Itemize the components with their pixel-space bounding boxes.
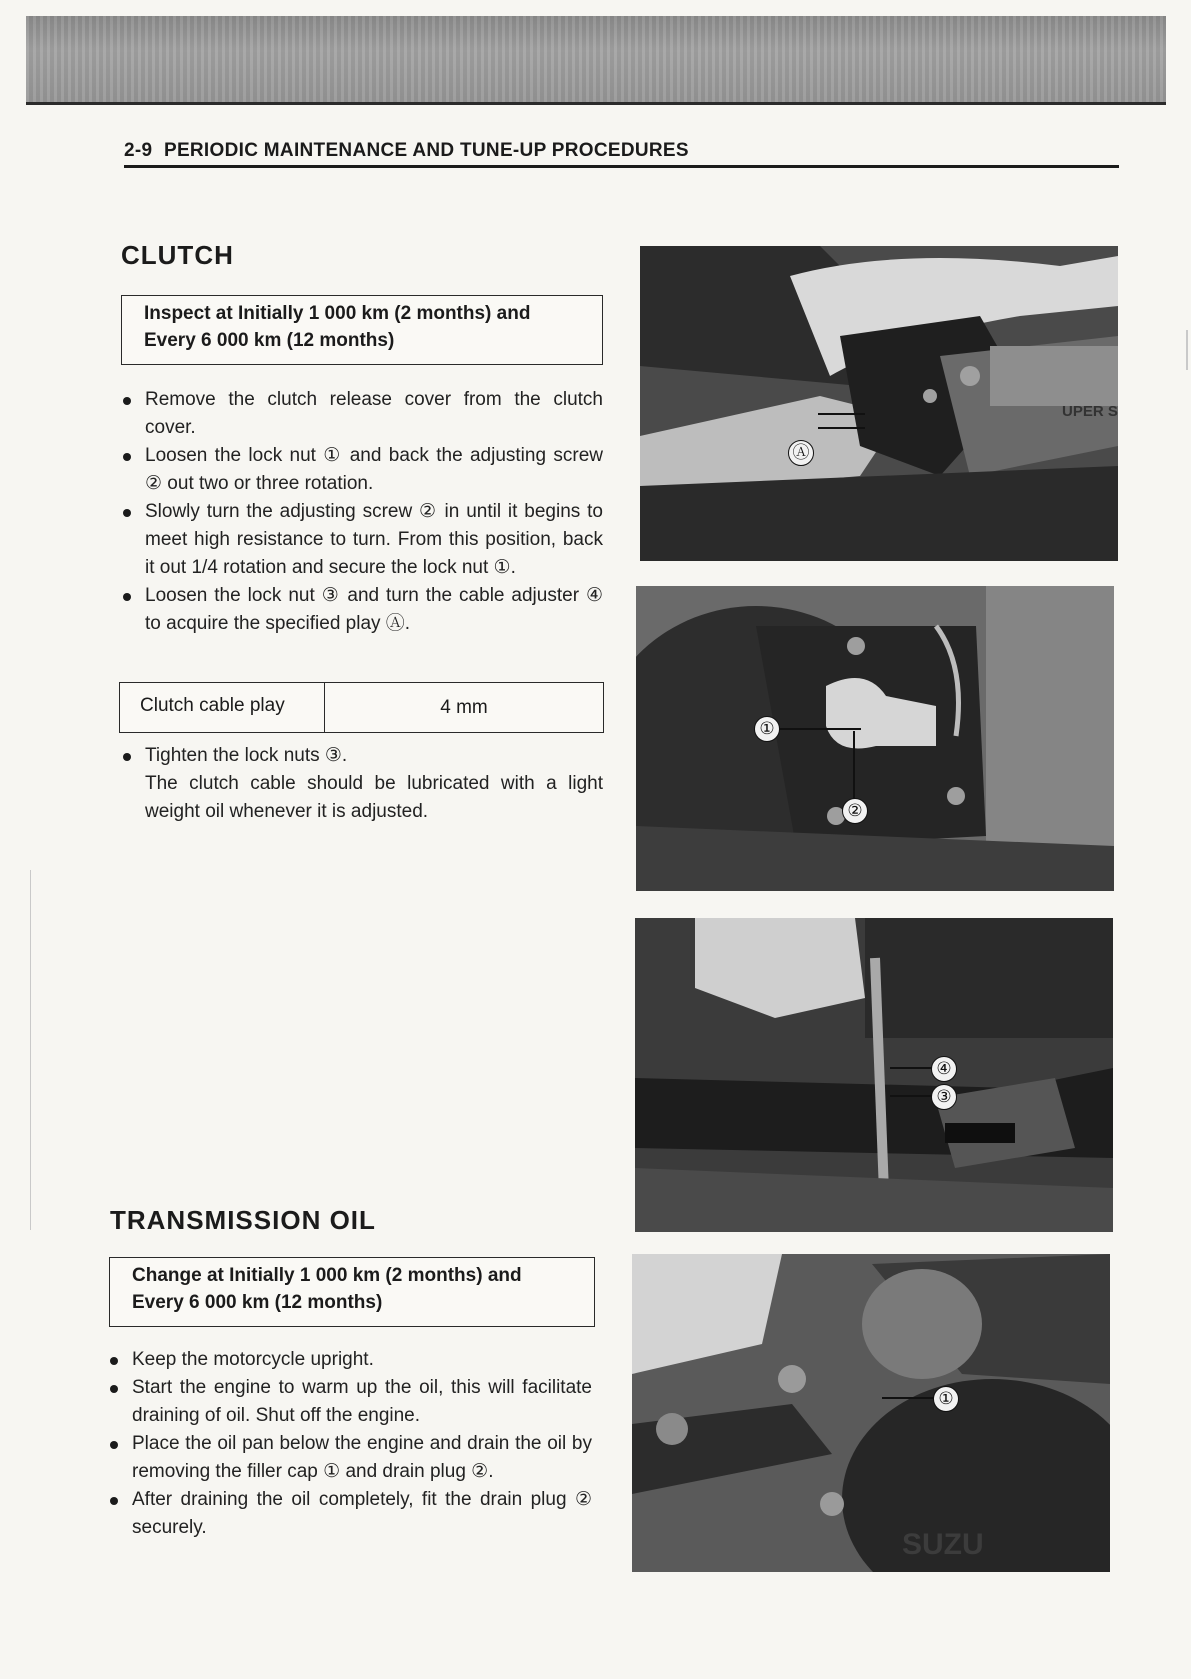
transmission-interval-box: [109, 1257, 595, 1327]
list-item: Remove the clutch release cover from the clutch cover.: [121, 386, 603, 442]
scan-edge-mark: [1186, 330, 1188, 370]
photo-engine-logo: SUZU: [902, 1528, 984, 1561]
list-item: Start the engine to warm up the oil, this will facilitate draining of oil. Shut off the engine.: [108, 1374, 592, 1430]
clutch-steps: [121, 386, 603, 638]
list-item: After draining the oil completely, fit the drain plug ② securely.: [108, 1486, 592, 1542]
photo-clutch-lever: [640, 246, 1118, 561]
clutch-spec-table: [119, 682, 604, 733]
section-title: PERIODIC MAINTENANCE AND TUNE-UP PROCEDURES: [163, 140, 689, 161]
callout-adjusting-screw-2: ②: [842, 798, 868, 824]
page-header: [124, 140, 1119, 168]
clutch-heading: CLUTCH: [121, 240, 234, 270]
callout-cable-adjuster-4: ④: [931, 1056, 957, 1082]
list-item: Slowly turn the adjusting screw ② in until it begins to meet high resistance to turn. From this position, back it out 1/4 rotation and secure the lock nut ①.: [121, 498, 603, 582]
interval-line-1: Change at Initially 1 000 km (2 months) and: [132, 1265, 522, 1286]
clutch-final-steps: [121, 742, 603, 826]
spec-label: Clutch cable play: [120, 683, 325, 732]
list-item: Keep the motorcycle upright.: [108, 1346, 592, 1374]
lubrication-note: The clutch cable should be lubricated with a light weight oil whenever it is adjusted.: [145, 773, 603, 822]
callout-play-a: Ⓐ: [788, 440, 814, 466]
photo-cable-adjuster: [635, 918, 1113, 1232]
list-item: Loosen the lock nut ③ and turn the cable adjuster ④ to acquire the specified play Ⓐ.: [121, 582, 603, 638]
spec-value: 4 mm: [440, 697, 488, 718]
final-step: Tighten the lock nuts ③.: [145, 745, 348, 766]
photo-clutch-release-cover: [636, 586, 1114, 891]
interval-line-1: Inspect at Initially 1 000 km (2 months) and: [144, 303, 531, 324]
clutch-interval-box: [121, 295, 603, 365]
scanned-top-band: [26, 16, 1166, 105]
transmission-heading: TRANSMISSION OIL: [110, 1205, 376, 1235]
list-item: Loosen the lock nut ① and back the adjusting screw ② out two or three rotation.: [121, 442, 603, 498]
photo-oil-filler-cap: [632, 1254, 1110, 1572]
section-number: 2-9: [124, 140, 153, 161]
scan-edge-mark: [30, 870, 31, 1230]
callout-lock-nut-1: ①: [754, 716, 780, 742]
interval-line-2: Every 6 000 km (12 months): [144, 330, 395, 351]
photo-logo-text: UPER S: [1062, 403, 1118, 420]
callout-lock-nut-3: ③: [931, 1084, 957, 1110]
interval-line-2: Every 6 000 km (12 months): [132, 1292, 383, 1313]
list-item: Place the oil pan below the engine and drain the oil by removing the filler cap ① and drain plug ②.: [108, 1430, 592, 1486]
callout-filler-cap-1: ①: [933, 1386, 959, 1412]
list-item: [121, 742, 603, 826]
transmission-steps: [108, 1346, 592, 1542]
